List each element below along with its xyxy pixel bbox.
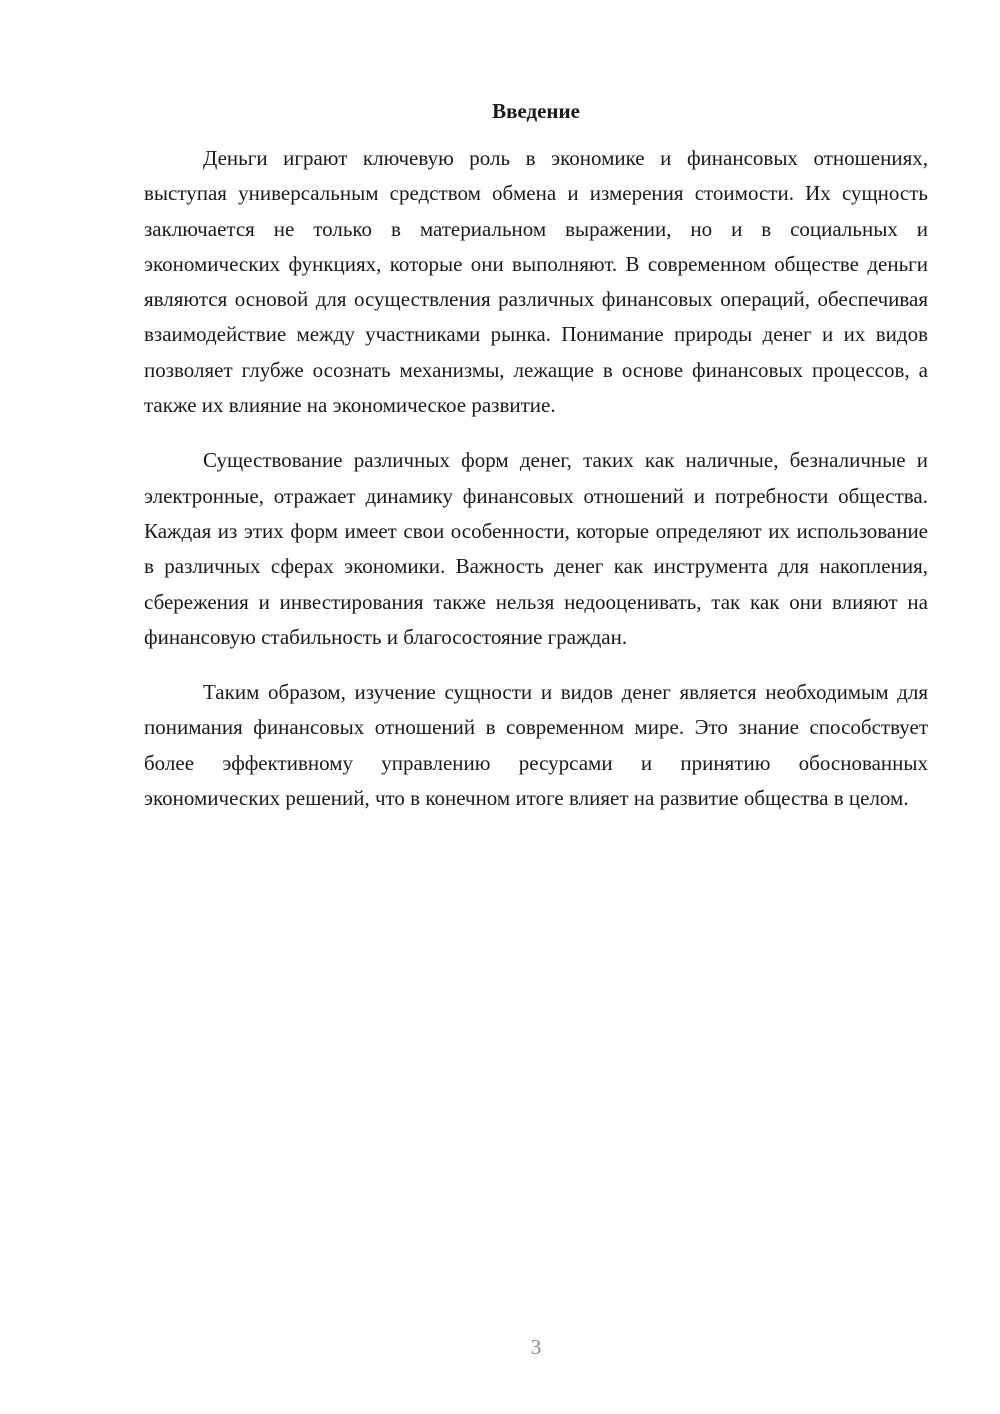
paragraph-forms-of-money: Существование различных форм денег, таких как наличные, безналичные и электронные, отражает динамику финансовых отношений и потребности общества. Каждая из этих форм имеет свои особенности, которые определяют их использование в различных сферах экономики. Важность денег как инструмента для накопления, сбережения и инвестирования также нельзя недооценивать, так как они влияют на финансовую стабильность и благосостояние граждан.: [144, 448, 928, 649]
paragraph-conclusion: Таким образом, изучение сущности и видов денег является необходимым для понимания финансовых отношений в современном мире. Это знание способствует более эффективному управлению ресурсами и принятию обоснованных экономических решений, что в конечном итоге влияет на развитие общества в целом.: [144, 680, 928, 811]
page-content: [144, 94, 928, 836]
section-heading: Введение: [492, 99, 580, 123]
paragraph-intro: Деньги играют ключевую роль в экономике и финансовых отношениях, выступая универсальным средством обмена и измерения стоимости. Их сущность заключается не только в материальном выражении, но и в социальных и экономических функциях, которые они выполняют. В современном обществе деньги являются основой для осуществления различных финансовых операций, обеспечивая взаимодействие между участниками рынка. Понимание природы денег и их видов позволяет глубже осознать механизмы, лежащие в основе финансовых процессов, а также их влияние на экономическое развитие.: [144, 146, 928, 418]
page-number: 3: [530, 1335, 542, 1359]
